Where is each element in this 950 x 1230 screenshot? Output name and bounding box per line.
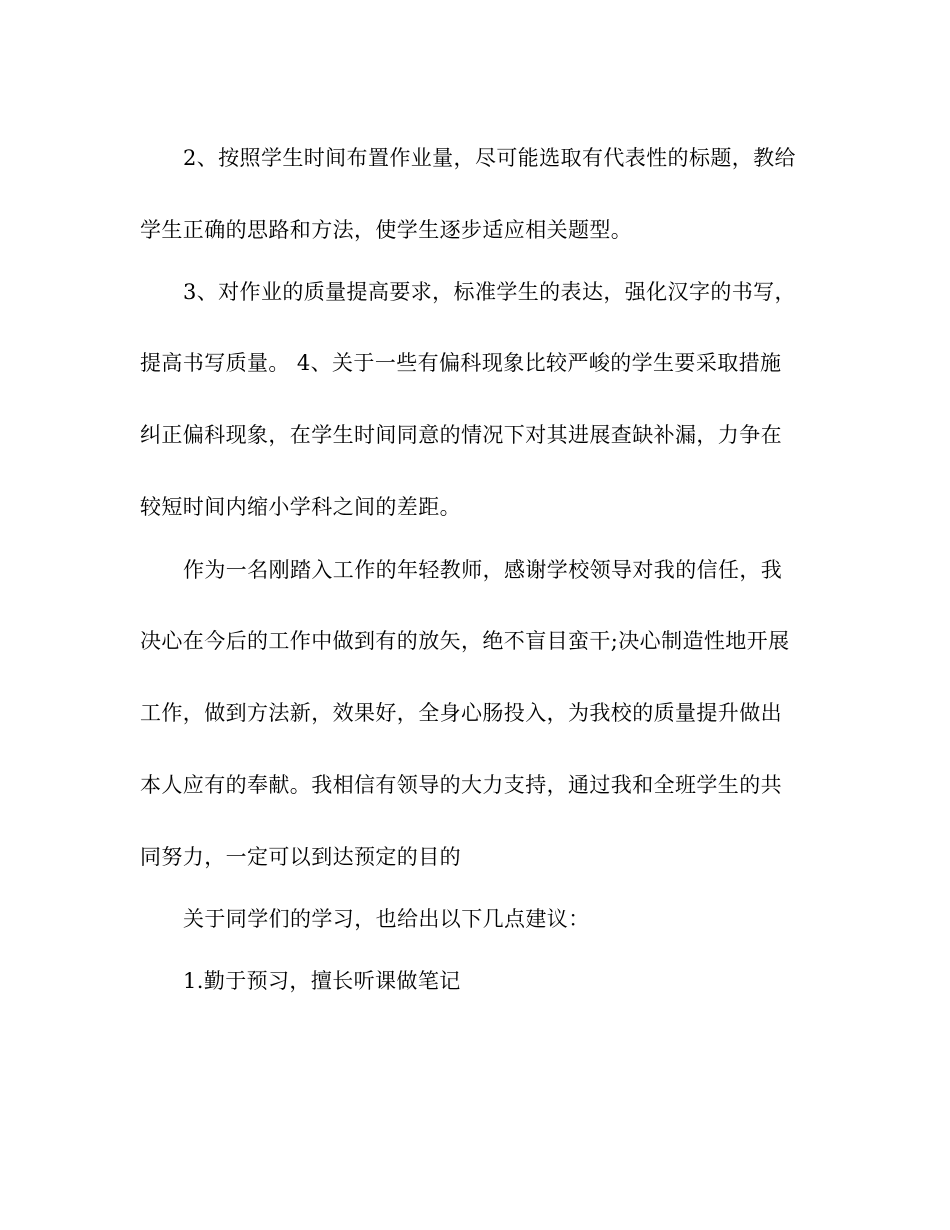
paragraph-line: 关于同学们的学习，也给出以下几点建议：: [183, 907, 590, 931]
paragraph-line: 决心在今后的工作中做到有的放矢，绝不盲目蛮干;决心制造性地开展: [140, 629, 790, 653]
paragraph-line: 同努力，一定可以到达预定的目的: [140, 845, 461, 869]
paragraph-line: 3、对作业的质量提高要求，标准学生的表达，强化汉字的书写，: [183, 280, 796, 304]
paragraph-line: 学生正确的思路和方法，使学生逐步适应相关题型。: [140, 218, 633, 242]
paragraph-line: 纠正偏科现象，在学生时间同意的情况下对其进展查缺补漏，力争在: [140, 423, 782, 447]
paragraph-line: 提高书写质量。 4、关于一些有偏科现象比较严峻的学生要采取措施: [140, 351, 782, 375]
paragraph-line: 作为一名刚踏入工作的年轻教师，感谢学校领导对我的信任，我: [183, 558, 783, 582]
paragraph-line: 较短时间内缩小学科之间的差距。: [140, 495, 461, 519]
paragraph-line: 本人应有的奉献。我相信有领导的大力支持，通过我和全班学生的共: [140, 773, 782, 797]
paragraph-line: 工作，做到方法新，效果好，全身心肠投入，为我校的质量提升做出: [140, 701, 782, 725]
list-item: 1.勤于预习，擅长听课做笔记: [183, 969, 461, 993]
paragraph-line: 2、按照学生时间布置作业量，尽可能选取有代表性的标题，教给: [183, 146, 796, 170]
